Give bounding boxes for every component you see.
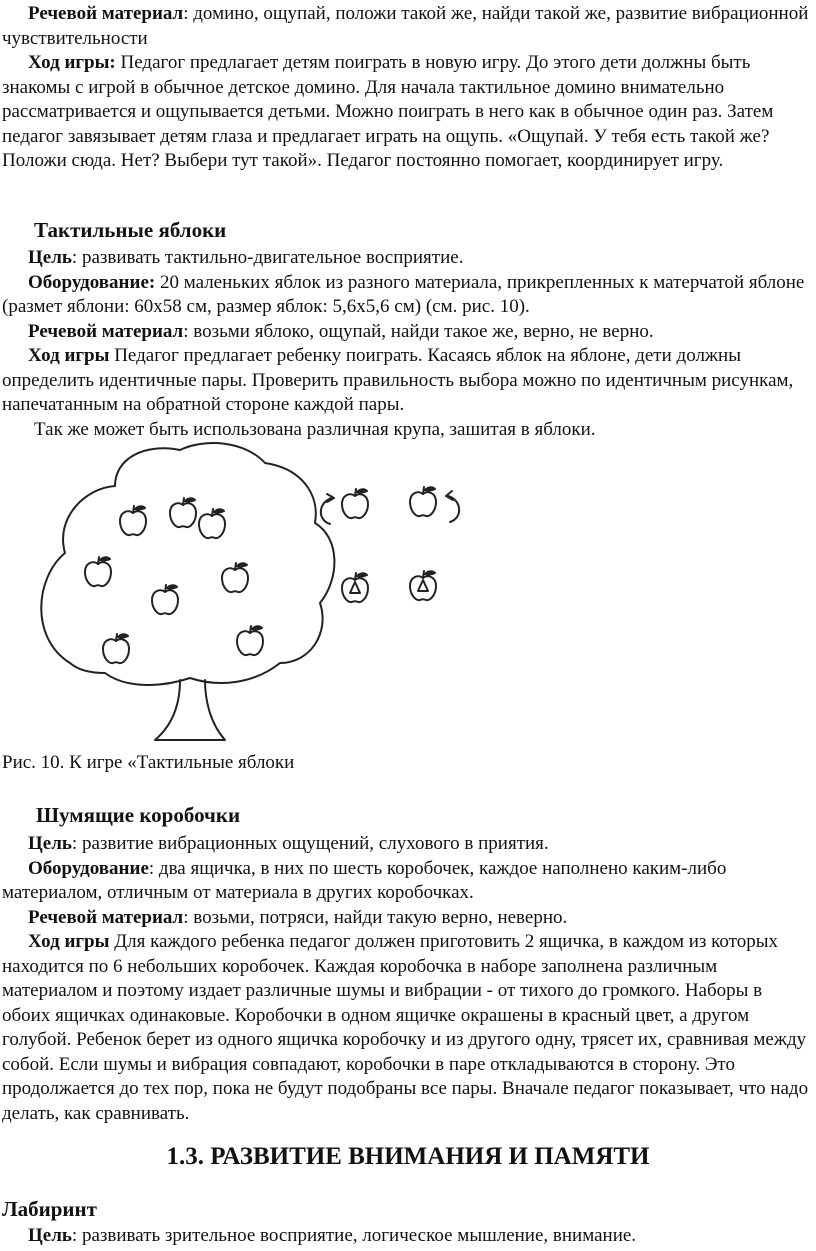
apple-icon: [342, 489, 368, 518]
triangle-icon: [418, 580, 428, 591]
goal-label: Цель: [28, 1225, 72, 1246]
apples-extra-paragraph: Так же может быть использована различная крупа, зашитая в яблоки.: [34, 418, 596, 440]
apple-icon: [152, 585, 178, 614]
apple-icon: [120, 506, 146, 535]
domino-game-paragraph: [2, 51, 810, 174]
labyrinth-heading: Лабиринт: [2, 1197, 97, 1221]
apple-icon: [410, 487, 436, 516]
boxes-speech-paragraph: [2, 906, 810, 931]
boxes-goal-paragraph: [2, 832, 810, 857]
apple-icon: [170, 498, 196, 527]
apples-speech-paragraph: [2, 320, 810, 345]
game-label: Ход игры: [28, 931, 110, 952]
game-text: Для каждого ребенка педагог должен приготовить 2 ящичка, в каждом из которых находится по 6 небольших коробочек. Каждая коробочка в наборе заполнена различным материалом и поэтому издает различные шумы и вибрации - от тихого до громкого. Наборы в обоих ящичках одинаковые. Коробочки в одном ящичке окрашены в красный цвет, а другом голубой. Ребенок берет из одного ящичка коробочку и из другого одну, трясет их, сравнивая между собой. Если шумы и вибрация совпадают, коробочки в паре откладываются в сторону. Это продолжается до тех пор, пока не будут подобраны все пары. Вначале педагог показывает, что надо делать, как сравнивать.: [2, 931, 809, 1124]
goal-text: : развитие вибрационных ощущений, слухового в приятия.: [71, 833, 549, 854]
apples-equipment-paragraph: [2, 271, 810, 320]
equipment-label: Оборудование: [28, 857, 149, 879]
apple-icon: [410, 571, 436, 600]
domino-section: [2, 2, 810, 174]
tree-crown: [41, 443, 334, 685]
game-label: Ход игры: [28, 345, 110, 366]
apple-icon: [85, 557, 111, 586]
equipment-label: Оборудование:: [28, 271, 156, 293]
boxes-heading: Шумящие коробочки: [36, 803, 241, 827]
boxes-equipment-paragraph: [2, 857, 810, 906]
goal-text: : развивать тактильно-двигательное восприятие.: [71, 247, 464, 268]
game-text: Педагог предлагает детям поиграть в новую игру. До этого дети должны быть знакомы с игрой в обычное детское домино. Для начала тактильное домино внимательно рассматривается и ощупывается детьми. Можно поиграть в него как в обычное один раз. Затем педагог завязывает детям глаза и предлагает играть на ощупь. «Ощупай. У тебя есть такой же? Положи сюда. Нет? Выбери тут такой». Педагог постоянно помогает, координирует игру.: [2, 52, 774, 171]
speech-label: Речевой материал: [28, 906, 184, 928]
tree-trunk: [155, 680, 225, 740]
goal-label: Цель: [28, 247, 72, 268]
labyrinth-goal-paragraph: [2, 1224, 810, 1249]
speech-text: : возьми, потряси, найди такую верно, неверно.: [183, 906, 568, 928]
apples-section: [2, 246, 810, 442]
section-heading: 1.3. РАЗВИТИЕ ВНИМАНИЯ И ПАМЯТИ: [166, 1143, 650, 1170]
figure-caption: Рис. 10. К игре «Тактильные яблоки: [2, 752, 295, 773]
domino-speech-paragraph: [2, 2, 810, 51]
speech-label: Речевой материал: [28, 3, 184, 24]
apples-goal-paragraph: [2, 246, 810, 271]
triangle-icon: [350, 582, 360, 593]
apple-icon: [103, 634, 129, 663]
labyrinth-section: [2, 1224, 810, 1249]
goal-text: : развивать зрительное восприятие, логическое мышление, внимание.: [71, 1225, 637, 1246]
boxes-section: [2, 832, 810, 1126]
game-label: Ход игры:: [28, 52, 116, 73]
equipment-text: : два ящичка, в них по шесть коробочек, каждое наполнено каким-либо материалом, отличным от материала в других коробочках.: [2, 857, 727, 903]
speech-text: : возьми яблоко, ощупай, найди такое же, верно, не верно.: [183, 320, 654, 342]
boxes-game-paragraph: [2, 930, 810, 1126]
apple-icon: [237, 626, 263, 655]
apple-icon: [199, 509, 225, 538]
goal-label: Цель: [28, 833, 72, 854]
apples-heading: Тактильные яблоки: [34, 218, 227, 242]
game-text: Педагог предлагает ребенку поиграть. Касаясь яблок на яблоне, дети должны определить идентичные пары. Проверить правильность выбора можно по идентичным рисункам, напечатанным на обратной стороне каждой пары.: [2, 345, 794, 415]
apple-icon: [222, 563, 248, 592]
equipment-text: 20 маленьких яблок из разного материала, прикрепленных к матерчатой яблоне (размет яблони: 60х58 см, размер яблок: 5,6х5,6 см) (см. рис. 10).: [2, 271, 805, 317]
speech-text: : домино, ощупай, положи такой же, найди такой же, развитие вибрационной чувствительности: [2, 3, 809, 49]
apple-icon: [342, 573, 368, 602]
speech-label: Речевой материал: [28, 320, 184, 342]
apple-tree-illustration: [30, 438, 470, 748]
apples-game-paragraph: [2, 344, 810, 418]
